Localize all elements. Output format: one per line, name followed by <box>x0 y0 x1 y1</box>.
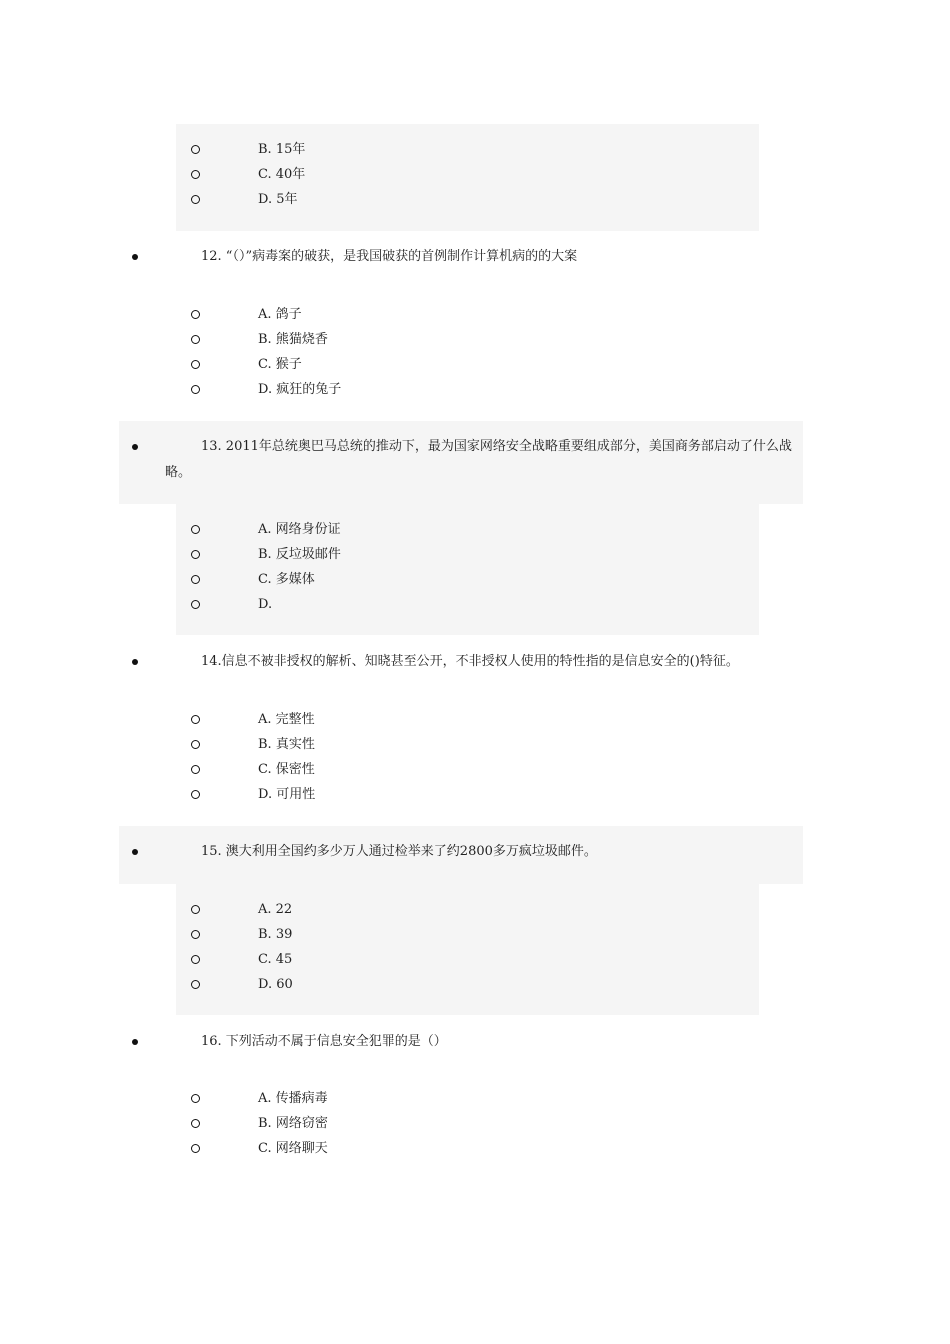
option-15-a[interactable]: A. 22 <box>258 902 293 917</box>
question-12-text: 12. “（）”病毒案的破获，是我国破获的首例制作计算机病的的大案 <box>201 249 578 264</box>
option-circle-icon <box>191 715 200 724</box>
option-13-c[interactable]: C. 多媒体 <box>258 572 315 587</box>
option-circle-icon <box>191 980 200 989</box>
option-circle-icon <box>191 790 200 799</box>
option-13-a[interactable]: A. 网络身份证 <box>258 522 341 537</box>
option-15-d[interactable]: D. 60 <box>258 977 293 992</box>
option-circle-icon <box>191 550 200 559</box>
option-13-d[interactable]: D. <box>258 597 273 612</box>
option-12-d[interactable]: D. 疯狂的兔子 <box>258 382 342 397</box>
option-15-c[interactable]: C. 45 <box>258 952 293 967</box>
option-11-d[interactable]: D. 5年 <box>258 192 298 207</box>
option-circle-icon <box>191 310 200 319</box>
question-14-text: 14.信息不被非授权的解析、知晓甚至公开，不非授权人使用的特性指的是信息安全的()特征。 <box>201 654 739 669</box>
bullet-icon <box>132 1039 138 1045</box>
option-11-c[interactable]: C. 40年 <box>258 167 306 182</box>
option-circle-icon <box>191 600 200 609</box>
option-15-b[interactable]: B. 39 <box>258 927 293 942</box>
option-circle-icon <box>191 905 200 914</box>
option-circle-icon <box>191 1144 200 1153</box>
option-circle-icon <box>191 385 200 394</box>
option-circle-icon <box>191 195 200 204</box>
option-circle-icon <box>191 335 200 344</box>
bullet-icon <box>132 444 138 450</box>
option-16-b[interactable]: B. 网络窃密 <box>258 1116 328 1131</box>
option-14-d[interactable]: D. 可用性 <box>258 787 316 802</box>
option-circle-icon <box>191 1094 200 1103</box>
option-12-a[interactable]: A. 鸽子 <box>258 307 302 322</box>
option-12-b[interactable]: B. 熊猫烧香 <box>258 332 328 347</box>
bullet-icon <box>132 849 138 855</box>
option-circle-icon <box>191 765 200 774</box>
option-circle-icon <box>191 170 200 179</box>
option-circle-icon <box>191 145 200 154</box>
option-16-a[interactable]: A. 传播病毒 <box>258 1091 328 1106</box>
question-16-text: 16. 下列活动不属于信息安全犯罪的是（） <box>201 1034 447 1049</box>
option-circle-icon <box>191 360 200 369</box>
option-14-c[interactable]: C. 保密性 <box>258 762 315 777</box>
option-16-c[interactable]: C. 网络聊天 <box>258 1141 328 1156</box>
bullet-icon <box>132 659 138 665</box>
option-circle-icon <box>191 525 200 534</box>
option-circle-icon <box>191 930 200 939</box>
bullet-icon <box>132 254 138 260</box>
option-circle-icon <box>191 575 200 584</box>
question-13-text: 13. 2011年总统奥巴马总统的推动下，最为国家网络安全战略重要组成部分，美国商务部启动了什么战略。 <box>165 439 792 480</box>
option-11-b[interactable]: B. 15年 <box>258 142 306 157</box>
option-circle-icon <box>191 740 200 749</box>
question-15-text: 15. 澳大利用全国约多少万人通过检举来了约2800多万疯垃圾邮件。 <box>201 844 597 859</box>
option-14-a[interactable]: A. 完整性 <box>258 712 315 727</box>
option-circle-icon <box>191 955 200 964</box>
option-12-c[interactable]: C. 猴子 <box>258 357 302 372</box>
option-14-b[interactable]: B. 真实性 <box>258 737 315 752</box>
option-13-b[interactable]: B. 反垃圾邮件 <box>258 547 341 562</box>
option-circle-icon <box>191 1119 200 1128</box>
